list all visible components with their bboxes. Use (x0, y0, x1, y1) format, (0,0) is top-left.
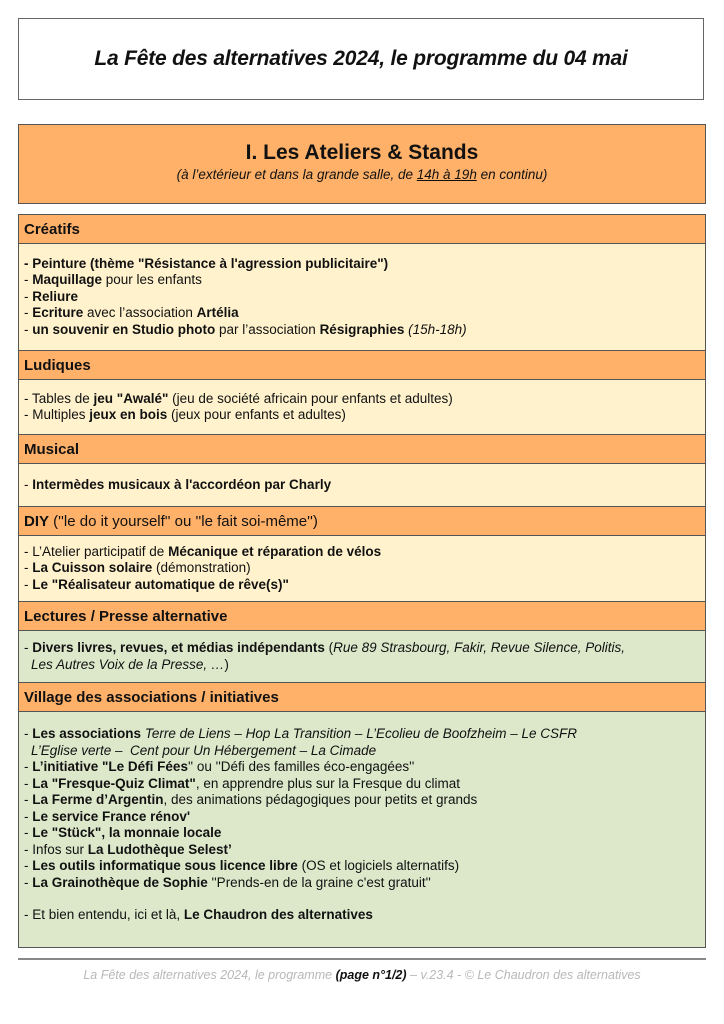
category-body-lectures (19, 631, 705, 683)
text-fragment: jeu "Awalé" (93, 390, 169, 406)
section-subtitle (19, 167, 705, 182)
text-fragment: Les Autres Voix de la Presse, … (31, 656, 225, 672)
list-item (24, 407, 700, 424)
text-fragment: ( (324, 640, 334, 655)
text-fragment: - (24, 272, 33, 288)
list-item (24, 726, 700, 743)
list-item (24, 305, 700, 322)
text-fragment: Artélia (196, 305, 239, 321)
list-item-continued (24, 657, 700, 674)
category-name: Lectures / Presse alternative (24, 607, 228, 625)
text-fragment: - Infos sur (24, 841, 88, 857)
footer-copyright: – v.23.4 - © Le Chaudron des alternatives (406, 968, 641, 982)
list-item (24, 322, 700, 339)
category-body-diy (19, 536, 705, 602)
text-fragment: - (24, 825, 33, 840)
text-fragment: ''Prends-en de la graine c'est gratuit'' (207, 874, 431, 890)
text-fragment: La "Fresque-Quiz Climat" (32, 775, 196, 791)
text-fragment: - (24, 476, 33, 492)
text-fragment: - L’Atelier participatif de (24, 543, 169, 559)
list-item (24, 776, 700, 793)
section-heading: I. Les Ateliers & Stands (245, 141, 479, 164)
program-table (18, 214, 706, 948)
subtitle-text-end: en continu) (476, 167, 548, 182)
text-fragment: - (24, 759, 33, 774)
subtitle-text: (à l’extérieur et dans la grande salle, de (176, 167, 417, 182)
list-item (24, 577, 700, 594)
text-fragment: La Grainothèque de Sophie (32, 874, 208, 890)
text-fragment: Intermèdes musicaux à l'accordéon par Charly (32, 476, 332, 492)
category-name: Village des associations / initiatives (24, 688, 279, 706)
text-fragment: - (24, 560, 33, 576)
list-item (24, 544, 700, 561)
text-fragment: Maquillage (32, 272, 103, 288)
text-fragment: Les outils informatique sous licence libre (32, 858, 298, 873)
text-fragment: Le "Réalisateur automatique de rêve(s)" (32, 576, 289, 592)
text-fragment: Ecriture (32, 305, 84, 321)
text-fragment: (15h-18h) (404, 321, 467, 337)
text-fragment: par l’association (215, 321, 320, 337)
text-fragment: Le Chaudron des alternatives (183, 907, 373, 922)
text-fragment: - (24, 858, 33, 873)
category-body-village (19, 712, 705, 947)
text-fragment: La Ludothèque Selest’ (87, 841, 232, 857)
list-item (24, 477, 700, 494)
text-fragment: - (24, 808, 33, 824)
text-fragment: - (24, 640, 33, 655)
category-header-lectures (19, 602, 705, 631)
list-item (24, 759, 700, 776)
footer-text: La Fête des alternatives 2024, le programme (83, 968, 336, 982)
text-fragment: - (24, 792, 33, 807)
text-fragment: - Peinture (thème "Résistance à l'agression publicitaire") (24, 255, 389, 271)
text-fragment: un souvenir en Studio photo (32, 321, 216, 337)
text-fragment: , des animations pédagogiques pour petits et grands (163, 792, 478, 807)
text-fragment: '' ou ''Défi des familles éco-engagées'' (187, 759, 415, 774)
category-name: Musical (24, 440, 80, 458)
list-item (24, 875, 700, 892)
text-fragment: Terre de Liens – Hop La Transition – L’Ecolieu de Boofzheim – Le CSFR (141, 726, 578, 741)
category-name: Créatifs (24, 220, 80, 238)
list-item (24, 825, 700, 842)
text-fragment: pour les enfants (102, 272, 202, 288)
section-header (18, 124, 706, 204)
text-fragment: (jeux pour enfants et adultes) (167, 407, 346, 422)
text-fragment: - (24, 321, 33, 337)
text-fragment: La Ferme d’Argentin (32, 792, 164, 807)
category-header-diy (19, 507, 705, 536)
list-item (24, 809, 700, 826)
text-fragment: - Multiples (24, 407, 90, 422)
category-body-creatifs (19, 244, 705, 351)
text-fragment: ) (224, 656, 229, 672)
text-fragment: avec l’association (83, 305, 197, 321)
page-title: La Fête des alternatives 2024, le programme du 04 mai (94, 47, 628, 70)
list-item (24, 907, 700, 924)
text-fragment: Les associations (32, 726, 142, 741)
text-fragment: (jeu de société africain pour enfants et adultes) (168, 390, 453, 406)
list-item (24, 289, 700, 306)
category-note: (''le do it yourself'' ou ''le fait soi-même'') (49, 512, 318, 530)
list-item (24, 792, 700, 809)
list-item (24, 560, 700, 577)
text-fragment: Divers livres, revues, et médias indépendants (32, 640, 325, 655)
text-fragment: - Tables de (24, 390, 94, 406)
category-header-creatifs (19, 215, 705, 244)
text-fragment: - (24, 288, 33, 304)
subtitle-hours: 14h à 19h (416, 167, 477, 182)
category-header-village (19, 683, 705, 712)
list-item (24, 391, 700, 408)
text-fragment: Mécanique et réparation de vélos (168, 543, 382, 559)
text-fragment: Le service France rénov' (32, 808, 191, 824)
text-fragment: - Et bien entendu, ici et là, (24, 907, 184, 922)
text-fragment: L’Eglise verte – Cent pour Un Hébergement – La Cimade (31, 742, 377, 758)
page-number: (page n°1/2) (335, 968, 407, 982)
list-item-continued (24, 743, 700, 760)
list-item (24, 858, 700, 875)
text-fragment: - (24, 305, 33, 321)
list-item (24, 272, 700, 289)
title-box (18, 18, 704, 100)
category-body-musical (19, 464, 705, 507)
list-item (24, 842, 700, 859)
page-footer (0, 968, 724, 982)
text-fragment: - (24, 775, 33, 791)
text-fragment: La Cuisson solaire (32, 560, 153, 576)
text-fragment: Résigraphies (319, 321, 405, 337)
text-fragment: - (24, 576, 33, 592)
text-fragment: L’initiative "Le Défi Fées (32, 759, 188, 774)
category-name: DIY (24, 512, 50, 530)
category-body-ludiques (19, 380, 705, 435)
text-fragment: Le "Stück", la monnaie locale (32, 825, 222, 840)
text-fragment: (OS et logiciels alternatifs) (297, 858, 460, 873)
text-fragment: Reliure (32, 288, 79, 304)
text-fragment: - (24, 874, 33, 890)
text-fragment: , en apprendre plus sur la Fresque du climat (195, 775, 460, 791)
text-fragment: Rue 89 Strasbourg, Fakir, Revue Silence, Politis, (333, 640, 626, 655)
footer-divider (18, 958, 706, 960)
list-item (24, 256, 700, 273)
text-fragment: (démonstration) (152, 560, 251, 576)
text-fragment: - (24, 726, 33, 741)
category-name: Ludiques (24, 356, 91, 374)
category-header-ludiques (19, 351, 705, 380)
spacer (24, 891, 700, 907)
text-fragment: jeux en bois (89, 407, 168, 422)
list-item (24, 640, 700, 657)
category-header-musical (19, 435, 705, 464)
